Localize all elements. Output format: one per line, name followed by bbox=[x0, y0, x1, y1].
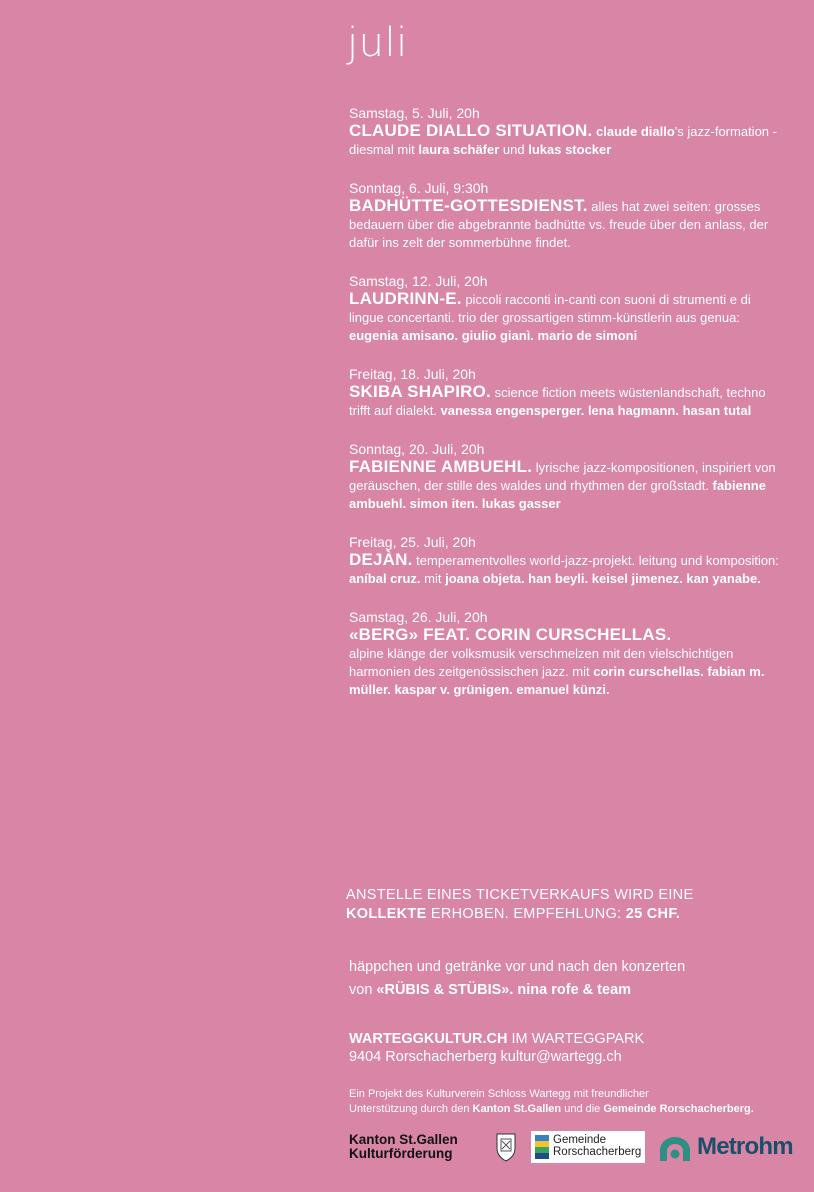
event-description bbox=[349, 383, 789, 420]
event-description bbox=[349, 551, 789, 588]
event-performers: aníbal cruz. bbox=[349, 571, 421, 586]
address-line-1 bbox=[349, 1030, 789, 1048]
event-description bbox=[349, 122, 789, 159]
event-description bbox=[349, 197, 789, 252]
event-date: Freitag, 25. Juli, 20h bbox=[349, 534, 476, 550]
kollekte-line-1: ANSTELLE EINES TICKETVERKAUFS WIRD EINE bbox=[346, 887, 694, 903]
kanton-logo-line-1: Kanton St.Gallen bbox=[349, 1132, 458, 1147]
event-title: SKIBA SHAPIRO. bbox=[349, 382, 491, 401]
event-item bbox=[349, 104, 789, 159]
gemeinde-color-bar bbox=[535, 1135, 549, 1159]
event-item bbox=[349, 272, 789, 345]
event-performers: lukas stocker bbox=[528, 142, 612, 157]
event-text: 's jazz-formation - diesmal mit bbox=[349, 124, 777, 157]
event-date: Sonntag, 6. Juli, 9:30h bbox=[349, 180, 489, 196]
event-text: und bbox=[499, 142, 529, 157]
kollekte-mid: ERHOBEN. EMPFEHLUNG: bbox=[426, 906, 626, 922]
event-performers: joana objeta. han beyli. keisel jimenez. kan yanabe. bbox=[445, 571, 761, 586]
kollekte-note bbox=[346, 886, 786, 924]
event-text: mit bbox=[420, 571, 446, 586]
event-date: Samstag, 5. Juli, 20h bbox=[349, 105, 480, 121]
month-heading: juli bbox=[347, 20, 408, 66]
credits-prefix: Unterstützung durch den bbox=[349, 1103, 473, 1115]
event-item bbox=[349, 608, 789, 699]
event-description bbox=[349, 458, 789, 513]
sponsor-logos bbox=[349, 1130, 794, 1166]
event-performers: laura schäfer bbox=[418, 142, 500, 157]
gemeinde-rorschacherberg-logo bbox=[531, 1131, 645, 1163]
website-link[interactable]: WARTEGGKULTUR.CH bbox=[349, 1031, 508, 1047]
event-item bbox=[349, 440, 789, 513]
website-suffix: IM WARTEGGPARK bbox=[507, 1031, 645, 1047]
event-performers: corin curschellas. fabian m. müller. kaspar v. grünigen. emanuel künzi. bbox=[349, 664, 765, 697]
event-text: alpine klänge der volksmusik verschmelzen mit den vielschichtigen harmonien des zeitgenössischen jazz. mit bbox=[349, 646, 734, 679]
kanton-logo-line-2: Kulturförderung bbox=[349, 1146, 453, 1161]
event-item bbox=[349, 365, 789, 420]
kanton-stgallen-logo bbox=[349, 1133, 458, 1161]
event-description bbox=[349, 626, 789, 699]
metrohm-icon bbox=[657, 1134, 693, 1162]
kollekte-line-2 bbox=[346, 905, 786, 924]
event-list bbox=[349, 104, 789, 719]
event-text: lyrische jazz-kompositionen, inspiriert von geräuschen, der stille des waldes und rhythmen der großstadt. bbox=[349, 460, 776, 493]
event-date: Sonntag, 20. Juli, 20h bbox=[349, 441, 485, 457]
credits-kanton: Kanton St.Gallen bbox=[472, 1103, 562, 1115]
event-item bbox=[349, 179, 789, 252]
gemeinde-logo-text bbox=[553, 1134, 641, 1158]
catering-line-1: häppchen und getränke vor und nach den konzerten bbox=[349, 959, 686, 975]
credits-line-1: Ein Projekt des Kulturverein Schloss Wartegg mit freundlicher bbox=[349, 1088, 649, 1100]
event-title: LAUDRINN-E. bbox=[349, 289, 462, 308]
catering-line-2 bbox=[349, 979, 789, 1002]
event-text: temperamentvolles world-jazz-projekt. leitung und komposition: bbox=[412, 553, 779, 568]
event-performers: eugenia amisano. giulio gianì. mario de simoni bbox=[349, 328, 638, 343]
credits-und: und die bbox=[561, 1103, 604, 1115]
event-item bbox=[349, 533, 789, 588]
gemeinde-logo-line-2: Rorschacherberg bbox=[553, 1146, 642, 1158]
event-text: alles hat zwei seiten: grosses bedauern über die abgebrannte badhütte vs. freude über den anlass, der dafür ins zelt der sommerbühne findet. bbox=[349, 199, 769, 250]
address-block bbox=[349, 1030, 789, 1066]
gemeinde-logo-line-1: Gemeinde bbox=[553, 1134, 607, 1146]
address-line-2: 9404 Rorschacherberg kultur@wartegg.ch bbox=[349, 1049, 622, 1065]
event-date: Samstag, 12. Juli, 20h bbox=[349, 273, 488, 289]
event-text: science fiction meets wüstenlandschaft, techno trifft auf dialekt. bbox=[349, 385, 766, 418]
event-title: BADHÜTTE-GOTTESDIENST. bbox=[349, 196, 588, 215]
event-date: Samstag, 26. Juli, 20h bbox=[349, 609, 488, 625]
catering-provider: «RÜBIS & STÜBIS». nina rofe & team bbox=[376, 982, 632, 998]
credits-gemeinde: Gemeinde Rorschacherberg. bbox=[603, 1103, 754, 1115]
catering-note bbox=[349, 956, 789, 1002]
event-title: FABIENNE AMBUEHL. bbox=[349, 457, 533, 476]
event-title: CLAUDE DIALLO SITUATION. bbox=[349, 121, 593, 140]
credits-note bbox=[349, 1087, 809, 1117]
event-description bbox=[349, 290, 789, 345]
event-title: DEJÀN. bbox=[349, 550, 413, 569]
credits-line-2 bbox=[349, 1102, 809, 1117]
event-performers: fabienne ambuehl. simon iten. lukas gasser bbox=[349, 478, 766, 511]
kollekte-price: 25 CHF. bbox=[625, 906, 681, 922]
coat-of-arms-icon bbox=[495, 1132, 517, 1162]
catering-prefix: von bbox=[349, 982, 377, 998]
metrohm-wordmark: Metrohm bbox=[697, 1133, 793, 1160]
event-title: «BERG» FEAT. CORIN CURSCHELLAS. bbox=[349, 625, 672, 644]
kollekte-bold: KOLLEKTE bbox=[346, 906, 427, 922]
event-performers: vanessa engensperger. lena hagmann. hasan tutal bbox=[440, 403, 752, 418]
event-date: Freitag, 18. Juli, 20h bbox=[349, 366, 476, 382]
event-performers: claude diallo bbox=[596, 124, 675, 139]
event-text: piccoli racconti in-canti con suoni di strumenti e di lingue concertanti. trio der grossartigen stimm-künstlerin aus genua: bbox=[349, 292, 751, 325]
